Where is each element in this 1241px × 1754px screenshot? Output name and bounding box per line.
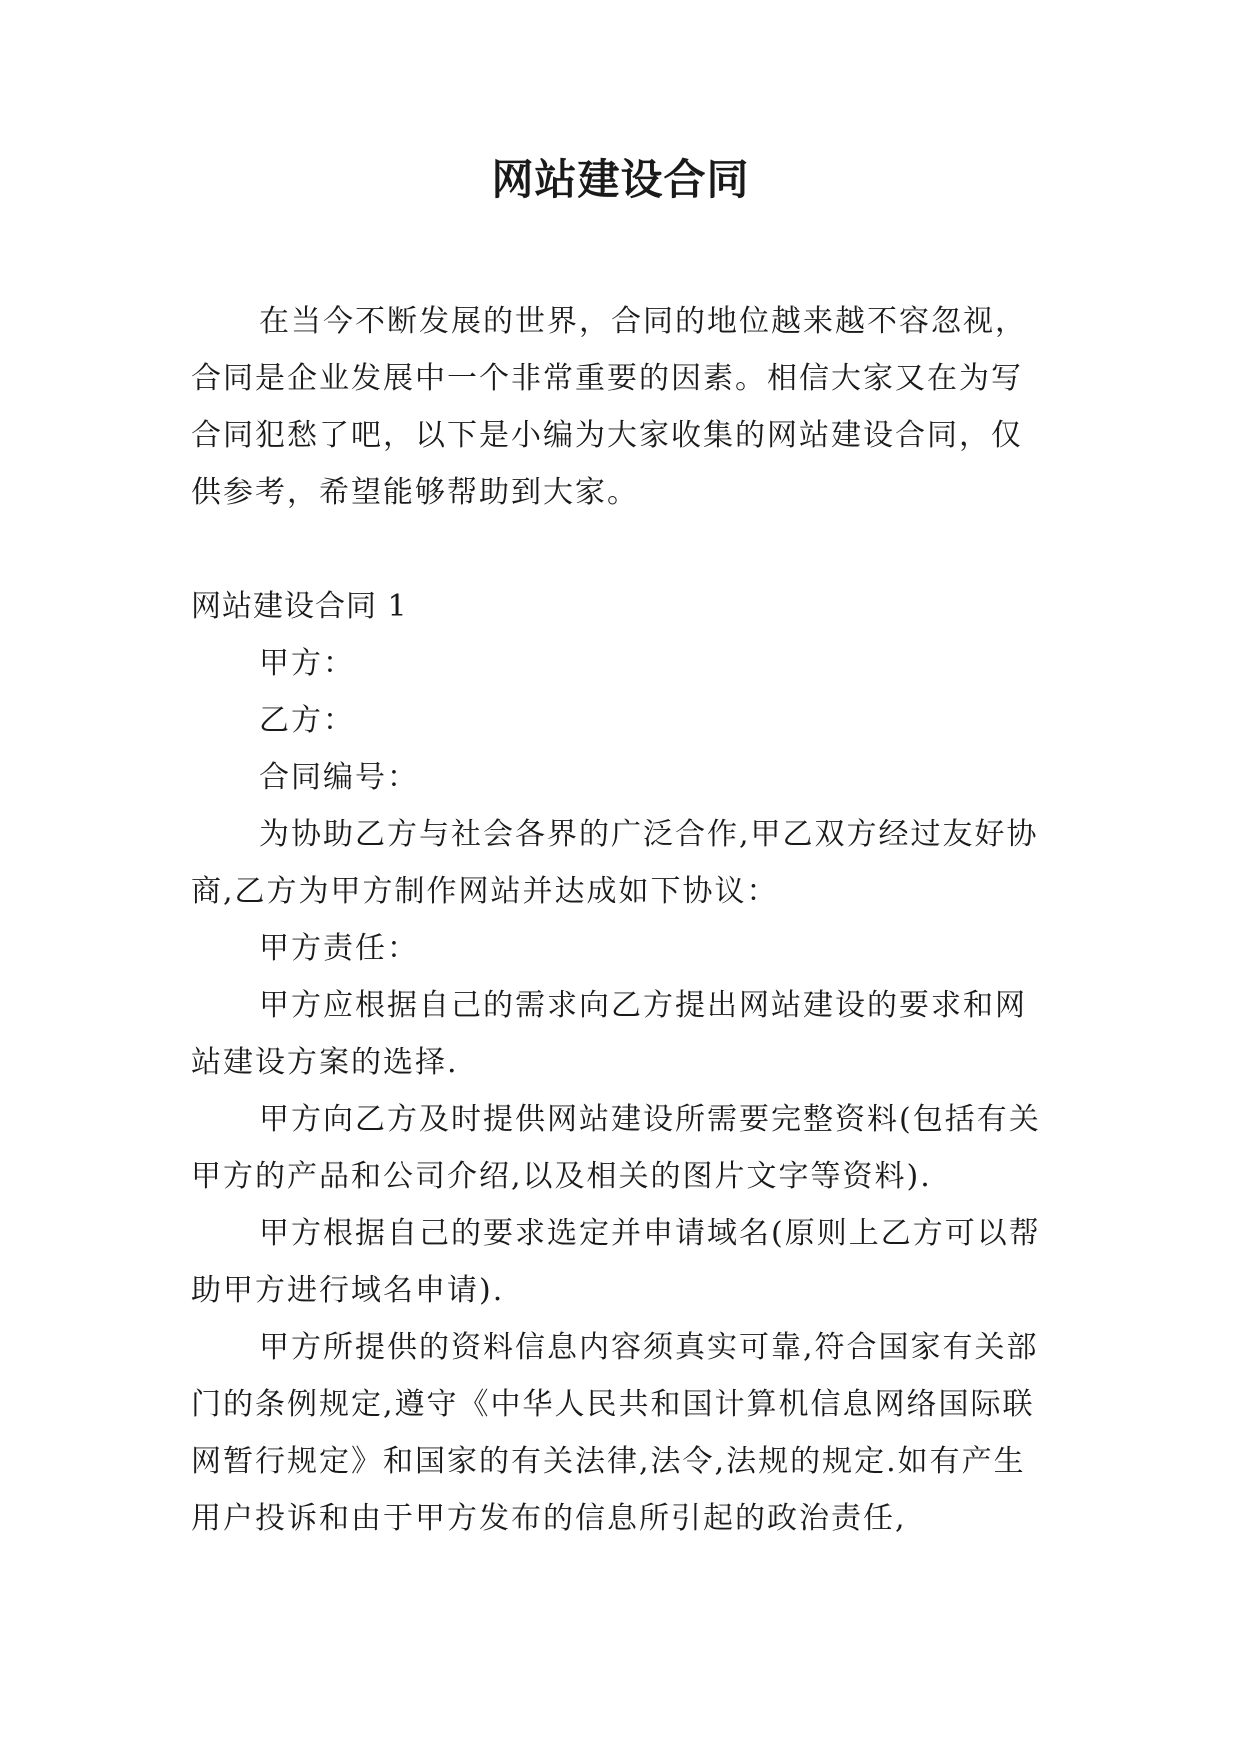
clause-paragraph: 甲方根据自己的要求选定并申请域名(原则上乙方可以帮助甲方进行域名申请). bbox=[191, 1216, 1041, 1308]
intro-paragraph: 在当今不断发展的世界，合同的地位越来越不容忽视，合同是企业发展中一个非常重要的因素。相信大家又在为写合同犯愁了吧，以下是小编为大家收集的网站建设合同，仅供参考，希望能够帮助到大家。 bbox=[191, 304, 1027, 510]
clause-paragraph: 甲方向乙方及时提供网站建设所需要完整资料(包括有关甲方的产品和公司介绍,以及相关的图片文字等资料). bbox=[191, 1102, 1041, 1194]
contract-number-field: 合同编号： bbox=[259, 760, 419, 795]
party-a-field: 甲方： bbox=[259, 646, 355, 681]
document-body bbox=[191, 293, 1051, 1547]
document-title: 网站建设合同 bbox=[491, 155, 750, 204]
section-title: 网站建设合同 1 bbox=[191, 589, 408, 624]
clause-paragraph: 甲方应根据自己的需求向乙方提出网站建设的要求和网站建设方案的选择. bbox=[191, 988, 1027, 1080]
agreement-paragraph: 为协助乙方与社会各界的广泛合作,甲乙双方经过友好协商,乙方为甲方制作网站并达成如下协议： bbox=[191, 817, 1039, 909]
clause-paragraph: 甲方所提供的资料信息内容须真实可靠,符合国家有关部门的条例规定,遵守《中华人民共和国计算机信息网络国际联网暂行规定》和国家的有关法律,法令,法规的规定.如有产生用户投诉和由于甲方发布的信息所引起的政治责任, bbox=[191, 1330, 1039, 1536]
party-a-responsibility-heading: 甲方责任： bbox=[259, 931, 419, 966]
party-b-field: 乙方： bbox=[259, 703, 355, 738]
